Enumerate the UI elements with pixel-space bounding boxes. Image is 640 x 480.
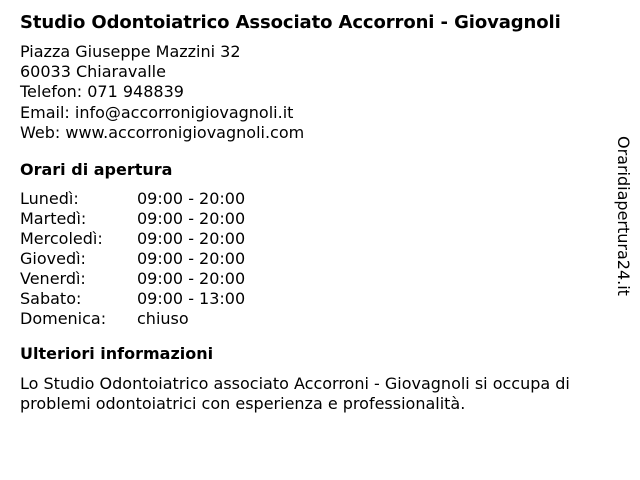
hours-row-saturday xyxy=(20,289,620,309)
business-card xyxy=(20,8,620,430)
day-label: Mercoledì: xyxy=(20,229,103,249)
hours-value: 09:00 - 13:00 xyxy=(137,289,246,309)
day-label: Sabato: xyxy=(20,289,82,309)
website-line: Web: www.accorronigiovagnoli.com xyxy=(20,122,305,142)
hours-value: 09:00 - 20:00 xyxy=(137,269,246,289)
hours-value: 09:00 - 20:00 xyxy=(137,189,246,209)
day-label: Giovedì: xyxy=(20,249,86,269)
day-label: Martedì: xyxy=(20,209,87,229)
side-watermark: Oraridiapertura24.it xyxy=(614,136,633,296)
more-info-description: Lo Studio Odontoiatrico associato Accorroni - Giovagnoli si occupa di problemi odontoiatrici con esperienza e professionalità. xyxy=(20,374,570,414)
hours-row-monday xyxy=(20,189,620,209)
day-label: Domenica: xyxy=(20,309,107,329)
address-line-street: Piazza Giuseppe Mazzini 32 xyxy=(20,42,241,61)
hours-row-wednesday xyxy=(20,229,620,249)
hours-value: 09:00 - 20:00 xyxy=(137,229,246,249)
hours-value: 09:00 - 20:00 xyxy=(137,209,246,229)
address-line-city: 60033 Chiaravalle xyxy=(20,62,166,82)
day-label: Venerdì: xyxy=(20,269,86,289)
contact-block xyxy=(20,42,620,143)
hours-value: 09:00 - 20:00 xyxy=(137,249,246,269)
more-info-title: Ulteriori informazioni xyxy=(20,344,214,364)
hours-value: chiuso xyxy=(137,309,189,329)
opening-hours-list xyxy=(20,189,620,329)
day-label: Lunedì: xyxy=(20,189,79,209)
hours-row-sunday xyxy=(20,309,620,329)
hours-row-tuesday xyxy=(20,209,620,229)
hours-row-friday xyxy=(20,269,620,289)
phone-line: Telefon: 071 948839 xyxy=(20,82,184,102)
opening-hours-title: Orari di apertura xyxy=(20,160,173,180)
hours-row-thursday xyxy=(20,249,620,269)
email-line: Email: info@accorronigiovagnoli.it xyxy=(20,102,294,122)
business-title: Studio Odontoiatrico Associato Accorroni - Giovagnoli xyxy=(20,12,561,33)
